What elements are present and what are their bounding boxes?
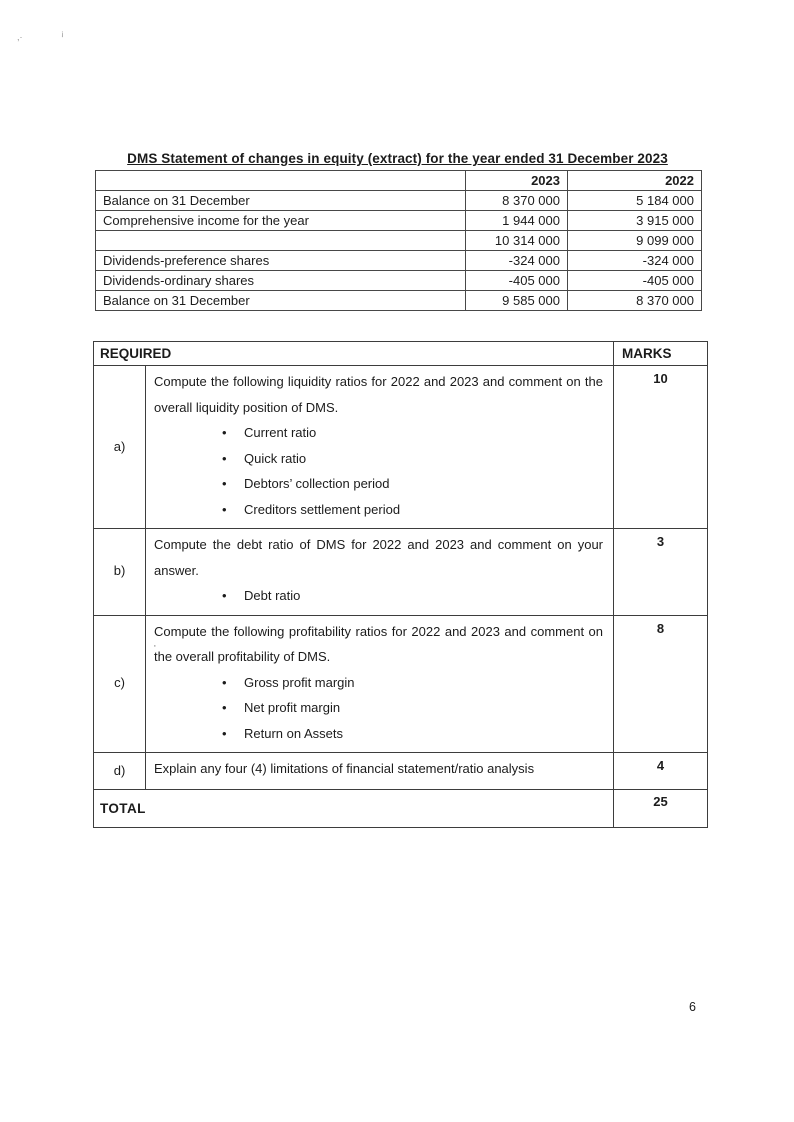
total-label: TOTAL [94, 790, 614, 828]
task-description-cell [146, 366, 614, 529]
task-description-cell [146, 529, 614, 616]
task-marks: 8 [614, 615, 708, 753]
page-number: 6 [689, 1000, 696, 1014]
bullet-text: Return on Assets [244, 725, 343, 741]
bullet-icon: • [222, 501, 227, 517]
list-item [216, 497, 603, 523]
list-item [216, 420, 603, 446]
table-row [96, 231, 702, 251]
marks-header-label: MARKS [614, 342, 708, 366]
list-item [216, 471, 603, 497]
row-label: Comprehensive income for the year [96, 211, 466, 231]
task-letter: c) [94, 615, 146, 753]
equity-header-row [96, 171, 702, 191]
value-2023: 10 314 000 [466, 231, 568, 251]
row-label: Balance on 31 December [96, 291, 466, 311]
table-row [96, 251, 702, 271]
bullet-icon: • [222, 588, 227, 603]
value-2022: 9 099 000 [568, 231, 702, 251]
equity-statement-table [95, 170, 702, 311]
value-2022: -324 000 [568, 251, 702, 271]
task-description: Explain any four (4) limitations of financial statement/ratio analysis [154, 761, 535, 776]
row-label: Dividends-ordinary shares [96, 271, 466, 291]
task-row-b [94, 529, 708, 616]
scan-smudge-mark: ¡ [61, 29, 64, 38]
required-tasks-table [93, 341, 708, 828]
table-row [96, 271, 702, 291]
task-marks: 4 [614, 753, 708, 790]
bullet-icon: • [222, 725, 227, 741]
bullet-text: Net profit margin [244, 700, 341, 715]
bullet-text: Debtors’ collection period [244, 476, 390, 491]
value-2023: -324 000 [466, 251, 568, 271]
task-marks: 10 [614, 366, 708, 529]
task-description: Compute the following liquidity ratios for 2022 and 2023 and comment on the overall liquidity position of DMS. [154, 374, 604, 415]
task-letter: a) [94, 366, 146, 529]
task-description-cell [146, 753, 614, 790]
list-item [216, 583, 603, 609]
list-item [216, 721, 603, 747]
total-row [94, 790, 708, 828]
task-row-c [94, 615, 708, 753]
bullet-icon: • [222, 450, 227, 466]
bullet-icon: • [222, 674, 227, 690]
bullet-icon: • [222, 700, 227, 715]
value-2022: -405 000 [568, 271, 702, 291]
equity-statement-title: DMS Statement of changes in equity (extract) for the year ended 31 December 2023 [127, 151, 668, 166]
task-letter: d) [94, 753, 146, 790]
list-item [216, 670, 603, 696]
task-marks: 3 [614, 529, 708, 616]
value-2023: -405 000 [466, 271, 568, 291]
task-letter: b) [94, 529, 146, 616]
row-label [96, 231, 466, 251]
bullet-text: Current ratio [244, 425, 317, 440]
row-label: Balance on 31 December [96, 191, 466, 211]
required-header-row [94, 342, 708, 366]
required-header-label: REQUIRED [94, 342, 614, 366]
bullet-icon: • [222, 425, 227, 440]
total-marks: 25 [614, 790, 708, 828]
bullet-text: Debt ratio [244, 588, 301, 603]
bullet-text: Gross profit margin [244, 674, 355, 690]
task-description: Compute the following profitability ratios for 2022 and 2023 and comment on the overall profitability of DMS. [154, 623, 604, 664]
value-2023: 1 944 000 [466, 211, 568, 231]
task-description: Compute the debt ratio of DMS for 2022 and 2023 and comment on your answer. [154, 537, 604, 578]
bullet-text: Creditors settlement period [244, 501, 401, 517]
table-row [96, 291, 702, 311]
task-row-a [94, 366, 708, 529]
equity-header-2023: 2023 [466, 171, 568, 191]
scan-smudge-mark: ,· [17, 32, 23, 42]
table-row [96, 211, 702, 231]
row-label: Dividends-preference shares [96, 251, 466, 271]
bullet-icon: • [222, 476, 227, 491]
value-2023: 8 370 000 [466, 191, 568, 211]
equity-header-2022: 2022 [568, 171, 702, 191]
stray-dot-mark: · [153, 640, 157, 652]
task-row-d [94, 753, 708, 790]
list-item [216, 446, 603, 472]
table-row [96, 191, 702, 211]
task-description-cell [146, 615, 614, 753]
list-item [216, 695, 603, 721]
equity-header-blank [96, 171, 466, 191]
value-2022: 8 370 000 [568, 291, 702, 311]
value-2023: 9 585 000 [466, 291, 568, 311]
bullet-text: Quick ratio [244, 450, 307, 466]
value-2022: 5 184 000 [568, 191, 702, 211]
value-2022: 3 915 000 [568, 211, 702, 231]
